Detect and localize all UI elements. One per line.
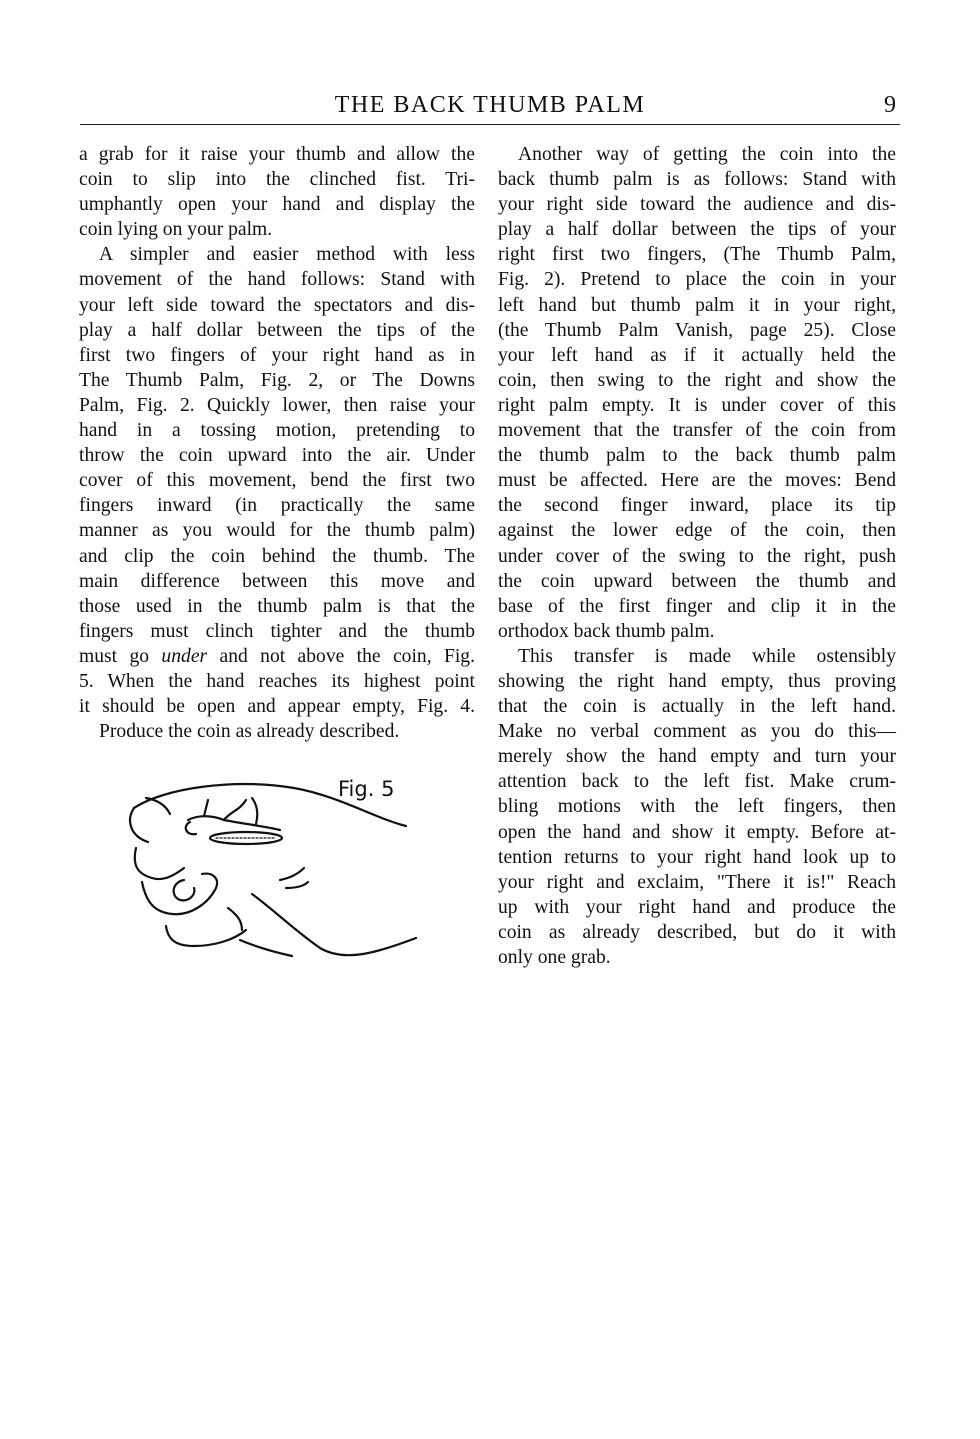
right-column-line: your right and exclaim, "There it is!" Reach: [498, 871, 896, 893]
right-text-column: [498, 142, 896, 970]
right-column-line: bling motions with the left fingers, then: [498, 796, 896, 818]
left-column-line: your left side toward the spectators and dis-: [79, 294, 475, 316]
right-column-line: This transfer is made while ostensibly: [518, 645, 896, 667]
index-finger-outline: [130, 808, 148, 842]
thumb-nail: [186, 822, 196, 834]
chapter-title: THE BACK THUMB PALM: [334, 92, 646, 118]
left-column-line: throw the coin upward into the air. Under: [79, 445, 475, 467]
right-column-line: tention returns to your right hand look up to: [498, 846, 896, 868]
right-column-line: play a half dollar between the tips of your: [498, 219, 896, 241]
thumb-outline: [188, 816, 280, 830]
left-column-line: a grab for it raise your thumb and allow the: [79, 144, 475, 165]
palm-crease-2: [286, 882, 308, 888]
right-column-line: orthodox back thumb palm.: [498, 620, 715, 642]
thumb-joint-line: [224, 800, 246, 820]
hand-bottom-outline: [252, 894, 416, 955]
left-column-line: hand in a tossing motion, pretending to: [79, 420, 475, 442]
right-column-line: must be affected. Here are the moves: Bend: [498, 470, 896, 492]
right-column-line: coin as already described, but do it with: [498, 921, 896, 943]
fingernail-outline: [174, 880, 195, 900]
right-column-line: that the coin is actually in the left hand.: [498, 696, 896, 718]
right-column-line: under cover of the swing to the right, push: [498, 545, 896, 567]
right-column-line: against the lower edge of the coin, then: [498, 520, 896, 542]
running-head: [80, 92, 900, 125]
left-column-line: must go under and not above the coin, Fig.: [79, 645, 476, 667]
right-column-line: coin, then swing to the right and show the: [498, 369, 896, 391]
right-column-line: Fig. 2). Pretend to place the coin in your: [498, 269, 896, 291]
left-column-line: The Thumb Palm, Fig. 2, or The Downs: [79, 369, 475, 391]
left-column-line: first two fingers of your right hand as in: [79, 344, 475, 366]
left-column-line: Produce the coin as already described.: [99, 721, 400, 743]
left-column-line: A simpler and easier method with less: [99, 244, 475, 266]
left-column-line: it should be open and appear empty, Fig. 4.: [79, 696, 475, 718]
left-column-line: coin lying on your palm.: [79, 219, 273, 241]
right-column-line: Make no verbal comment as you do this—: [498, 721, 896, 743]
right-column-line: the coin upward between the thumb and: [498, 570, 896, 592]
right-column-line: the second finger inward, place its tip: [498, 495, 896, 517]
left-column-line: cover of this movement, bend the first two: [79, 470, 475, 492]
right-column-line: showing the right hand empty, thus proving: [498, 670, 896, 692]
little-finger-outline: [166, 926, 246, 946]
left-column-line: and clip the coin behind the thumb. The: [79, 545, 475, 567]
right-column-line: Another way of getting the coin into the: [518, 144, 896, 165]
palm-crease: [280, 868, 304, 880]
right-column-line: merely show the hand empty and turn your: [498, 746, 896, 768]
left-column-line: umphantly open your hand and display the: [79, 194, 475, 216]
right-column-line: open the hand and show it empty. Before at-: [498, 821, 896, 843]
right-column-line: only one grab.: [498, 947, 611, 968]
left-column-line: Palm, Fig. 2. Quickly lower, then raise your: [79, 394, 475, 416]
page-number: 9: [884, 92, 896, 118]
ring-finger-outline: [142, 874, 217, 915]
right-column-line: right first two fingers, (The Thumb Palm,: [498, 244, 896, 266]
emphasis-under: under: [161, 645, 208, 667]
left-column-line: main difference between this move and: [79, 570, 475, 592]
figure-label: Fig. 5: [338, 777, 395, 801]
finger-crease-line-2: [204, 800, 208, 816]
left-column-line: play a half dollar between the tips of the: [79, 319, 475, 341]
right-column-line: your right side toward the audience and dis-: [498, 194, 896, 216]
left-column-line: coin to slip into the clinched fist. Tri-: [79, 169, 475, 191]
left-column-line: those used in the thumb palm is that the: [79, 595, 475, 617]
right-column-line: attention back to the left fist. Make crum-: [498, 771, 896, 793]
right-column-line: back thumb palm is as follows: Stand with: [498, 169, 896, 191]
left-text-column: [79, 142, 475, 744]
right-column-line: up with your right hand and produce the: [498, 896, 896, 918]
left-column-line: fingers inward (in practically the same: [79, 495, 475, 517]
right-column-line: your left hand as if it actually held the: [498, 344, 896, 366]
left-column-line: manner as you would for the thumb palm): [79, 520, 475, 542]
thumb-joint-line-2: [252, 798, 257, 824]
right-column-line: movement that the transfer of the coin from: [498, 420, 896, 442]
hand-heel-line: [240, 940, 292, 956]
left-column-line: movement of the hand follows: Stand with: [79, 269, 475, 291]
left-column-line: 5. When the hand reaches its highest point: [79, 670, 475, 692]
little-finger-crease: [228, 908, 242, 930]
middle-finger-outline: [135, 848, 184, 879]
right-column-line: the thumb palm to the back thumb palm: [498, 445, 896, 467]
hand-clipping-coin-illustration: [124, 770, 424, 970]
right-column-line: base of the first finger and clip it in the: [498, 595, 896, 617]
right-column-line: left hand but thumb palm it in your right,: [498, 294, 896, 316]
right-column-line: right palm empty. It is under cover of this: [498, 394, 896, 416]
left-column-line: fingers must clinch tighter and the thumb: [79, 620, 475, 642]
figure-5: [124, 770, 424, 970]
right-column-line: (the Thumb Palm Vanish, page 25). Close: [498, 319, 896, 341]
